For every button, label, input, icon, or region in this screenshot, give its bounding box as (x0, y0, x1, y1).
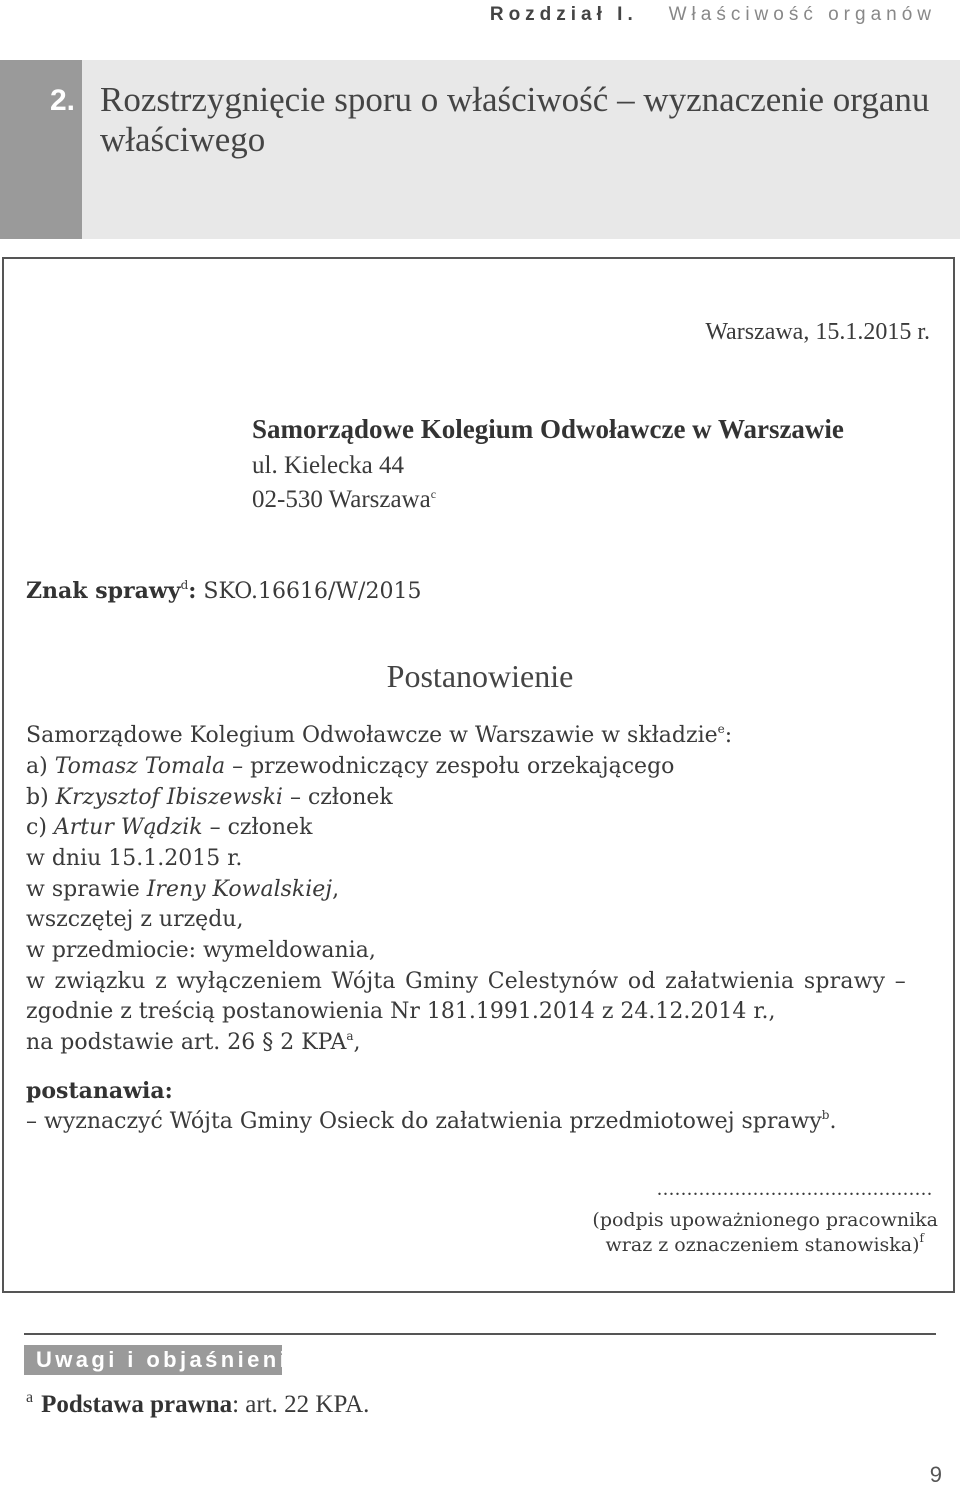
member-role: – przewodniczący zespołu orzekającego (232, 754, 675, 779)
relation-line: w związku z wyłączeniem Wójta Gminy Celestynów od załatwienia sprawy – (26, 969, 906, 994)
case-number-line (26, 577, 421, 606)
member-line (26, 814, 312, 842)
chapter-title: Właściwość organów (668, 4, 936, 25)
case-label: Znak sprawy (26, 578, 181, 604)
section-title: Rozstrzygnięcie sporu o właściwość – wyznaczenie organu właściwego (100, 80, 930, 159)
footnote-item (26, 1391, 369, 1419)
member-name: Artur Wądzik (53, 815, 203, 840)
case-party-name: Ireny Kowalskiej (146, 877, 333, 902)
ruling-line (26, 1108, 836, 1136)
addressee-city-text: 02-530 Warszawa (252, 486, 431, 513)
footnote-text: : art. 22 KPA. (232, 1391, 370, 1418)
legal-basis-text: na podstawie art. 26 § 2 KPA (26, 1030, 347, 1055)
composition-intro-text: Samorządowe Kolegium Odwoławcze w Warszawie w składzie (26, 723, 718, 748)
document-heading: Postanowienie (386, 658, 574, 694)
legal-basis-mark: a (346, 1029, 354, 1043)
running-header (490, 4, 936, 26)
signature-dots: .............................................. (657, 1178, 933, 1200)
addressee-street: ul. Kielecka 44 (252, 452, 405, 479)
addressee-name: Samorządowe Kolegium Odwoławcze w Warszawie (252, 414, 844, 444)
member-role: – członek (209, 815, 313, 840)
per-decision-line: zgodnie z treścią postanowienia Nr 181.1991.2014 z 24.12.2014 r., (26, 999, 776, 1024)
footnote-label: Podstawa prawna (41, 1391, 233, 1418)
case-party-suffix: , (332, 877, 340, 902)
case-colon: : (188, 578, 197, 604)
chapter-label: Rozdział I. (489, 4, 638, 25)
legal-basis-suffix: , (353, 1030, 361, 1055)
section-number: 2. (50, 84, 76, 117)
member-prefix: c) (26, 815, 47, 840)
decision-date: w dniu 15.1.2015 r. (26, 846, 243, 871)
addressee-city (252, 486, 436, 514)
case-number: SKO.16616/W/2015 (203, 579, 422, 604)
member-prefix: b) (26, 785, 49, 810)
footnote-mark: a (26, 1389, 34, 1406)
ruling-text: – wyznaczyć Wójta Gminy Osieck do załatwienia przedmiotowej sprawy (26, 1109, 822, 1134)
page-number: 9 (929, 1462, 942, 1487)
member-name: Krzysztof Ibiszewski (55, 785, 283, 810)
ruling-suffix: . (829, 1109, 837, 1134)
member-name: Tomasz Tomala (54, 754, 226, 779)
member-line (26, 753, 674, 781)
member-line (26, 784, 393, 812)
notes-divider (24, 1333, 936, 1335)
signature-caption-text: wraz z oznaczeniem stanowiska) (605, 1234, 920, 1256)
case-party-prefix: w sprawie (26, 877, 140, 902)
signature-caption-line1: (podpis upoważnionego pracownika (592, 1209, 938, 1231)
addressee-city-mark: c (430, 487, 437, 501)
ruling-mark: b (821, 1108, 830, 1122)
notes-title: Uwagi i objaśnienia (24, 1345, 282, 1375)
document-date: Warszawa, 15.1.2015 r. (705, 319, 930, 345)
case-mark: d (180, 578, 189, 592)
composition-intro: Samorządowe Kolegium Odwoławcze w Warszawie w składzie$^e$: (26, 722, 733, 748)
legal-basis-line (26, 1029, 361, 1057)
signature-mark: f (919, 1231, 924, 1245)
case-party (26, 876, 339, 904)
signature-caption-line2 (606, 1231, 924, 1259)
decides-label: postanawia: (26, 1078, 173, 1104)
member-role: – członek (289, 785, 393, 810)
initiated-line: wszczętej z urzędu, (26, 907, 244, 932)
subject-line: w przedmiocie: wymeldowania, (26, 938, 376, 963)
composition-mark: e (717, 722, 725, 736)
member-prefix: a) (26, 754, 48, 779)
